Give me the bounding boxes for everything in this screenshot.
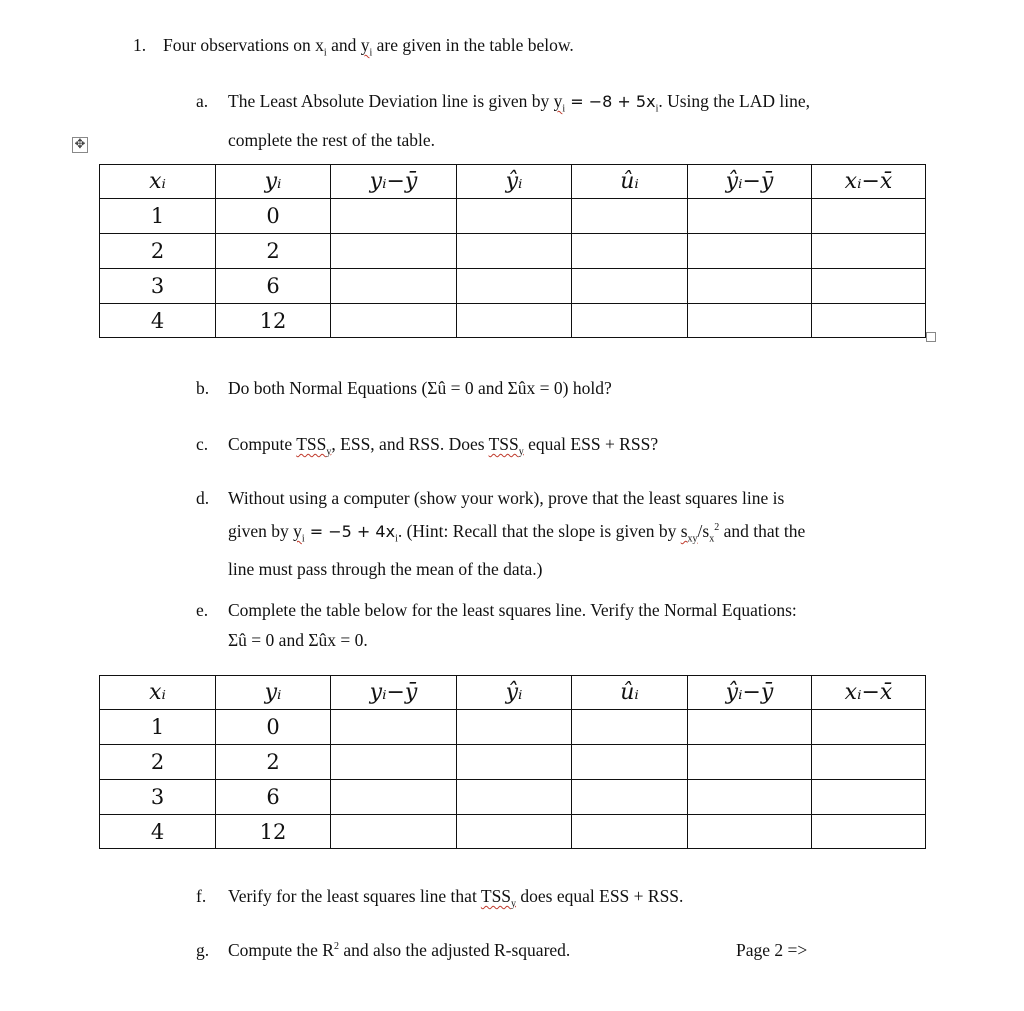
cell-x: 2: [100, 745, 216, 780]
cell-empty[interactable]: [572, 815, 688, 849]
f-tss-sub: y: [511, 898, 517, 910]
cell-empty[interactable]: [331, 745, 457, 780]
table-row: [100, 815, 926, 849]
cell-empty[interactable]: [457, 199, 572, 234]
q1-y-sub: i: [369, 47, 373, 59]
cell-empty[interactable]: [688, 269, 812, 304]
cell-empty[interactable]: [331, 710, 457, 745]
a-line1-post: . Using the LAD line,: [658, 91, 810, 111]
a-y-letter: y: [553, 91, 563, 111]
resize-icon[interactable]: [926, 332, 936, 342]
a-equation: = −8 + 5x: [565, 92, 656, 111]
cell-empty[interactable]: [331, 199, 457, 234]
d-sxy-letter: s: [680, 520, 688, 541]
part-e-text: [228, 595, 928, 655]
d-line1: Without using a computer (show your work), prove that the least squares line is: [228, 488, 785, 508]
d-sx-sub: x: [709, 533, 715, 545]
cell-empty[interactable]: [688, 710, 812, 745]
c-tss-text: TSS: [296, 434, 327, 454]
table-row: [100, 199, 926, 234]
question-number: 1.: [133, 35, 147, 55]
d-y-sub: i: [301, 533, 305, 545]
table-row: [100, 234, 926, 269]
d-sup: 2: [714, 522, 720, 533]
c-mid: , ESS, and RSS. Does: [331, 434, 489, 454]
a-line2: complete the rest of the table.: [228, 129, 436, 150]
q1-text-mid: and: [326, 35, 361, 55]
cell-empty[interactable]: [572, 780, 688, 815]
a-x-sub: i: [655, 103, 659, 115]
table-least-squares: [99, 675, 926, 849]
cell-empty[interactable]: [457, 234, 572, 269]
part-b-label: b.: [196, 378, 210, 398]
cell-empty[interactable]: [457, 304, 572, 338]
g-pre: Compute the R: [228, 940, 334, 960]
cell-x: 4: [100, 815, 216, 849]
cell-empty[interactable]: [572, 269, 688, 304]
cell-empty[interactable]: [331, 815, 457, 849]
e-line2: Σû = 0 and Σûx = 0.: [228, 630, 368, 650]
cell-x: 1: [100, 710, 216, 745]
cell-empty[interactable]: [812, 815, 926, 849]
header-y: yᵢ: [216, 676, 331, 710]
q1-text-post: are given in the table below.: [372, 35, 574, 55]
table-row: [100, 304, 926, 338]
cell-empty[interactable]: [572, 745, 688, 780]
part-b-text: Do both Normal Equations (Σû = 0 and Σûx = 0) hold?: [228, 378, 612, 398]
header-x: xᵢ: [100, 676, 216, 710]
cell-y: 12: [216, 815, 331, 849]
c-tss: [296, 434, 332, 458]
cell-y: 0: [216, 710, 331, 745]
c-tss2-sub: y: [518, 446, 524, 458]
cell-empty[interactable]: [331, 304, 457, 338]
header-uhat: ûᵢ: [572, 676, 688, 710]
question-text: [163, 37, 574, 59]
d-line3: line must pass through the mean of the data.): [228, 559, 543, 580]
header-yhat: ŷᵢ: [457, 165, 572, 199]
cell-empty[interactable]: [688, 234, 812, 269]
part-c-label: c.: [196, 434, 209, 454]
header-y-minus-ybar: yᵢ−ȳ: [331, 676, 457, 710]
part-d-text: [228, 483, 928, 584]
cell-y: 0: [216, 199, 331, 234]
d-line2: [228, 513, 928, 554]
cell-y: 2: [216, 234, 331, 269]
f-pre: Verify for the least squares line that: [228, 886, 481, 906]
cell-empty[interactable]: [812, 199, 926, 234]
cell-x: 3: [100, 269, 216, 304]
cell-empty[interactable]: [457, 710, 572, 745]
c-tss2: [488, 434, 524, 458]
cell-empty[interactable]: [457, 780, 572, 815]
part-e-label: e.: [196, 600, 209, 620]
c-tss2-text: TSS: [488, 434, 519, 454]
header-yhat-minus-ybar: ŷᵢ−ȳ: [688, 676, 812, 710]
part-d-label: d.: [196, 488, 210, 508]
cell-empty[interactable]: [812, 304, 926, 338]
part-g-label: g.: [196, 940, 210, 960]
f-tss-text: TSS: [480, 886, 512, 906]
cell-empty[interactable]: [812, 234, 926, 269]
cell-empty[interactable]: [688, 745, 812, 780]
table-row: [100, 269, 926, 304]
cell-x: 1: [100, 199, 216, 234]
header-yhat: ŷᵢ: [457, 676, 572, 710]
cell-empty[interactable]: [457, 745, 572, 780]
cell-empty[interactable]: [812, 780, 926, 815]
header-y-minus-ybar: yᵢ−ȳ: [331, 165, 457, 199]
d-x-sub: i: [395, 533, 398, 545]
cell-empty[interactable]: [812, 710, 926, 745]
part-f-text: [228, 888, 683, 910]
header-yhat-minus-ybar: ŷᵢ−ȳ: [688, 165, 812, 199]
header-x-minus-xbar: xᵢ−x̄: [812, 165, 926, 199]
d-line2-pre: given by: [228, 520, 294, 541]
cell-empty[interactable]: [572, 710, 688, 745]
g-post: and also the adjusted R-squared.: [338, 940, 571, 960]
cell-empty[interactable]: [572, 234, 688, 269]
c-pre: Compute: [228, 434, 297, 454]
cell-empty[interactable]: [812, 745, 926, 780]
d-slash: /s: [697, 520, 710, 541]
cell-empty[interactable]: [688, 780, 812, 815]
cell-y: 2: [216, 745, 331, 780]
c-tss-sub: y: [326, 446, 332, 458]
cell-empty[interactable]: [688, 304, 812, 338]
table-row: [100, 780, 926, 815]
g-sup: 2: [333, 941, 339, 953]
table-row: [100, 710, 926, 745]
q1-sub: i: [323, 47, 327, 59]
q1-y: [360, 35, 373, 59]
cell-empty[interactable]: [331, 780, 457, 815]
cell-empty[interactable]: [688, 815, 812, 849]
d-y-letter: y: [293, 520, 302, 541]
d-line2-post: and that the: [719, 520, 806, 541]
part-f-label: f.: [196, 886, 207, 906]
part-c-text: [228, 436, 658, 458]
table-row: [100, 745, 926, 780]
table-lad: [99, 164, 926, 338]
f-tss: [480, 886, 517, 910]
header-uhat: ûᵢ: [572, 165, 688, 199]
c-post: equal ESS + RSS?: [523, 434, 659, 454]
page-next-link[interactable]: Page 2 =>: [736, 940, 808, 960]
cell-empty[interactable]: [688, 199, 812, 234]
cell-y: 12: [216, 304, 331, 338]
cell-empty[interactable]: [331, 234, 457, 269]
a-y: [553, 91, 566, 115]
cell-empty[interactable]: [457, 269, 572, 304]
part-a-text: [228, 86, 928, 155]
d-line2-mid: . (Hint: Recall that the slope is given by: [397, 520, 681, 541]
d-y: [293, 520, 305, 545]
d-sxy: [680, 520, 698, 545]
f-post: does equal ESS + RSS.: [516, 886, 684, 906]
move-icon[interactable]: ✥: [72, 137, 88, 153]
d-sxy-sub: xy: [687, 533, 698, 545]
cell-empty[interactable]: [812, 269, 926, 304]
cell-x: 2: [100, 234, 216, 269]
q1-y-letter: y: [360, 35, 370, 55]
a-line1-pre: The Least Absolute Deviation line is given by: [228, 91, 554, 111]
d-equation: = −5 + 4x: [304, 521, 396, 541]
cell-empty[interactable]: [572, 199, 688, 234]
part-g-text: [228, 942, 570, 960]
a-y-sub: i: [562, 103, 566, 115]
e-line1: Complete the table below for the least squares line. Verify the Normal Equations:: [228, 600, 797, 620]
cell-x: 3: [100, 780, 216, 815]
header-x: xᵢ: [100, 165, 216, 199]
cell-empty[interactable]: [572, 304, 688, 338]
header-y: yᵢ: [216, 165, 331, 199]
cell-empty[interactable]: [457, 815, 572, 849]
cell-y: 6: [216, 780, 331, 815]
cell-y: 6: [216, 269, 331, 304]
cell-x: 4: [100, 304, 216, 338]
part-a-label: a.: [196, 91, 209, 111]
cell-empty[interactable]: [331, 269, 457, 304]
q1-text-pre: Four observations on x: [163, 35, 324, 55]
header-x-minus-xbar: xᵢ−x̄: [812, 676, 926, 710]
